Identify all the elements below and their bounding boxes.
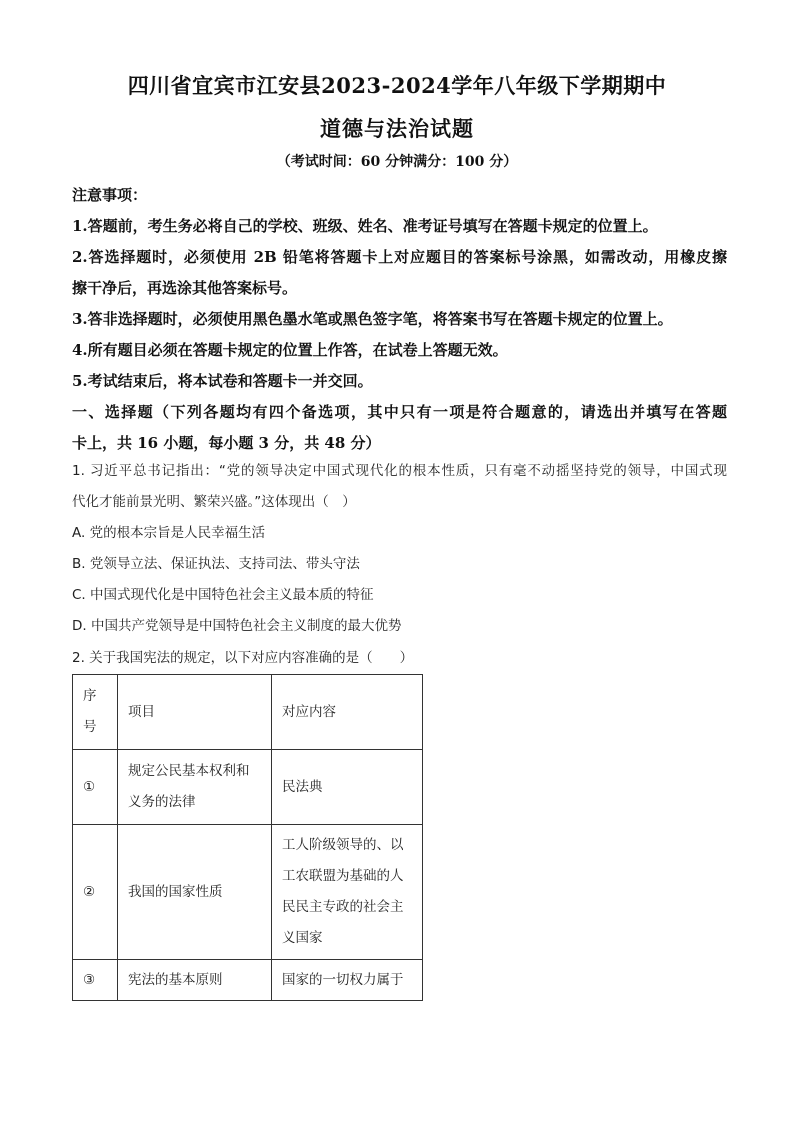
table-cell: 工人阶级领导的、以工农联盟为基础的人民民主专政的社会主义国家: [272, 825, 423, 960]
question-1: [72, 456, 727, 642]
question-2-table: [72, 674, 423, 1001]
question-2: [72, 643, 727, 674]
notes-item: 2.答选择题时，必须使用 2B 铅笔将答题卡上对应题目的答案标号涂黑，如需改动，用橡皮擦: [72, 248, 727, 266]
question-stem: 1. 习近平总书记指出：“党的领导决定中国式现代化的根本性质，只有毫不动摇坚持党的领导，中国式现: [72, 463, 727, 479]
option-d: D. 中国共产党领导是中国特色社会主义制度的最大优势: [72, 618, 402, 634]
exam-info: （考试时间：60 分钟满分：100 分）: [276, 154, 518, 170]
table-cell: ③: [73, 960, 118, 1001]
table-cell: 规定公民基本权利和义务的法律: [118, 750, 272, 825]
notes-item: 4.所有题目必须在答题卡规定的位置上作答，在试卷上答题无效。: [72, 341, 508, 359]
notes-item: 擦干净后，再选涂其他答案标号。: [72, 279, 298, 297]
table-cell: 国家的一切权力属于: [272, 960, 423, 1001]
table-row: [73, 750, 423, 825]
table-row: [73, 960, 423, 1001]
table-cell: 民法典: [272, 750, 423, 825]
table-cell: ①: [73, 750, 118, 825]
section-heading-cont: 卡上，共 16 小题，每小题 3 分，共 48 分）: [72, 434, 381, 452]
exam-title: 四川省宜宾市江安县2023-2024学年八年级下学期期中: [127, 73, 667, 98]
notes-heading: 注意事项：: [72, 186, 148, 204]
notes-item: 5.考试结束后，将本试卷和答题卡一并交回。: [72, 372, 373, 390]
table-cell: ②: [73, 825, 118, 960]
table-cell: 宪法的基本原则: [118, 960, 272, 1001]
section-heading: 一、选择题（下列各题均有四个备选项，其中只有一项是符合题意的，请选出并填写在答题: [72, 403, 727, 421]
option-c: C. 中国式现代化是中国特色社会主义最本质的特征: [72, 587, 374, 603]
option-b: B. 党领导立法、保证执法、支持司法、带头守法: [72, 556, 360, 572]
table-row: [73, 825, 423, 960]
notes-item: 3.答非选择题时，必须使用黑色墨水笔或黑色签字笔，将答案书写在答题卡规定的位置上。: [72, 310, 673, 328]
option-a: A. 党的根本宗旨是人民幸福生活: [72, 525, 266, 541]
exam-subject-title: 道德与法治试题: [320, 116, 474, 141]
table-header-cell: 项目: [118, 675, 272, 750]
notes-section: [72, 180, 727, 459]
table-header-cell: 序号: [73, 675, 118, 750]
table-header-row: [73, 675, 423, 750]
table-header-cell: 对应内容: [272, 675, 423, 750]
question-stem: 2. 关于我国宪法的规定，以下对应内容准确的是（ ）: [72, 650, 414, 666]
question-stem: 代化才能前景光明、繁荣兴盛。”这体现出（ ）: [72, 494, 356, 510]
table-cell: 我国的国家性质: [118, 825, 272, 960]
notes-item: 1.答题前，考生务必将自己的学校、班级、姓名、准考证号填写在答题卡规定的位置上。: [72, 217, 658, 235]
